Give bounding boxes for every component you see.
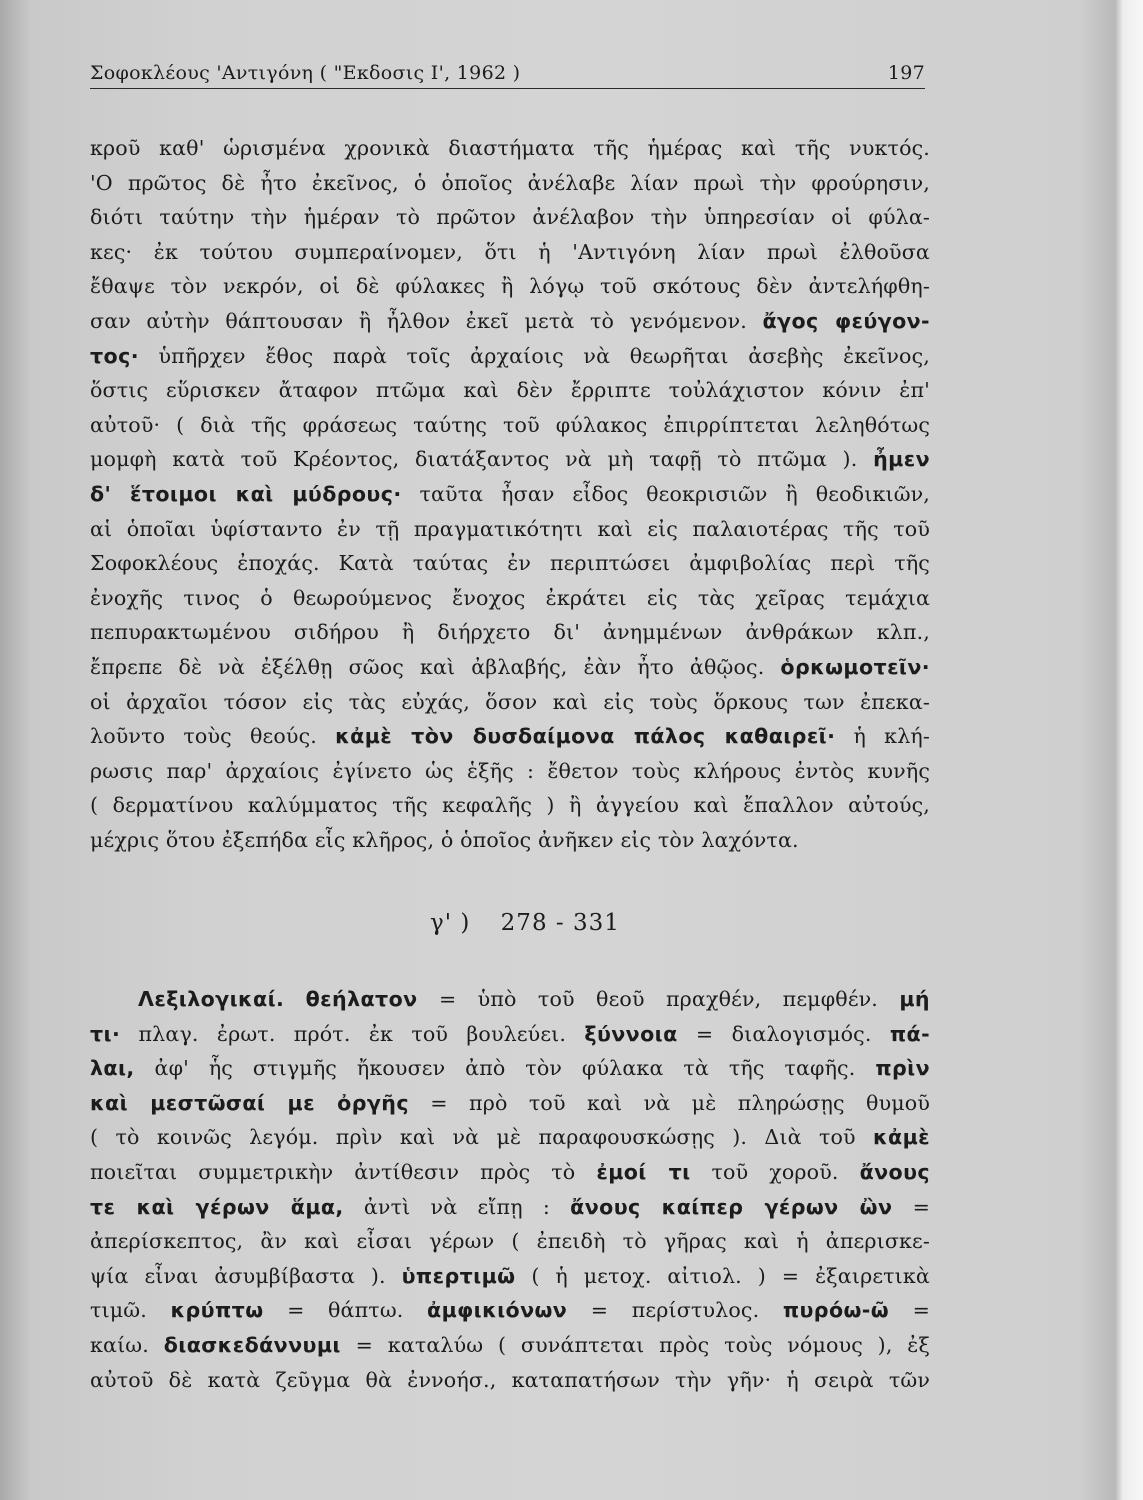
lemma: τε καὶ γέρων ἅμα,: [90, 1194, 344, 1219]
text-run: τοῦ χοροῦ.: [711, 1159, 839, 1184]
lemma: ἄνους: [859, 1159, 931, 1184]
lemma: θεήλατον: [305, 987, 418, 1011]
lemma: ξύννοια: [584, 1021, 678, 1046]
lemma: τι·: [90, 1021, 121, 1046]
text-line: [90, 1051, 930, 1086]
lemma: πά-: [889, 1021, 931, 1046]
text-run: ἔπρεπε δὲ νὰ ἐξέλθῃ σῶος καὶ ἀβλαβής, ἐὰν ἦτο ἀθῷος.: [90, 654, 765, 679]
text-run: ( ἡ μετοχ. αἰτιολ. ) = ἐξαιρετικὰ: [531, 1263, 930, 1288]
running-header: [90, 58, 925, 89]
section-heading: [430, 910, 620, 936]
running-title: Σοφοκλέους 'Αντιγόνη ( "Εκδοσις Ι', 1962 ): [90, 62, 521, 84]
section-label: γ' ): [430, 910, 471, 936]
commentary-block: [90, 131, 930, 857]
text-line: ρωσις παρ' ἀρχαίοις ἐγίνετο ὡς ἑξῆς : ἔθετον τοὺς κλήρους ἐντὸς κυνῆς: [90, 758, 930, 783]
text-line: Σοφοκλέους ἐποχάς. Κατὰ ταύτας ἐν περιπτώσει ἀμφιβολίας περὶ τῆς: [90, 551, 930, 576]
lemma: δ' ἕτοιμοι καὶ μύδρους·: [90, 481, 402, 506]
text-run: = θάπτω.: [287, 1298, 404, 1323]
text-line: [90, 650, 930, 685]
lemma: πρὶν: [875, 1056, 931, 1081]
text-line: [90, 1190, 930, 1225]
lemma: ἄγος φεύγον-: [762, 308, 930, 333]
text-run: ἡ κλή-: [853, 724, 931, 749]
text-line: ὅστις εὕρισκεν ἄταφον πτῶμα καὶ δὲν ἔρριπτε τοὐλάχιστον κόνιν ἐπ': [90, 378, 930, 403]
lemma: καὶ μεστῶσαί με ὀργῆς: [90, 1090, 409, 1115]
text-line: 'Ο πρῶτος δὲ ἦτο ἐκεῖνος, ὁ ὁποῖος ἀνέλαβε λίαν πρωὶ τὴν φρούρησιν,: [90, 170, 930, 195]
text-line: [90, 982, 930, 1017]
text-line: κροῦ καθ' ὡρισμένα χρονικὰ διαστήματα τῆς ἡμέρας καὶ τῆς νυκτός.: [90, 136, 930, 160]
text-line: [90, 1328, 930, 1363]
lemma: διασκεδάννυμι: [163, 1332, 341, 1357]
text-run: ψία εἶναι ἀσυμβίβαστα ).: [90, 1263, 386, 1288]
page-number: 197: [887, 62, 925, 84]
text-line: [90, 1155, 930, 1190]
text-line: [90, 1293, 930, 1328]
text-line: αἱ ὁποῖαι ὑφίσταντο ἐν τῇ πραγματικότητι καὶ εἰς παλαιοτέρας τῆς τοῦ: [90, 516, 930, 541]
text-line: μέχρις ὅτου ἐξεπήδα εἷς κλῆρος, ὁ ὁποῖος ἀνῆκεν εἰς τὸν λαχόντα.: [90, 827, 799, 852]
text-line: [90, 719, 930, 754]
section-range: 278 - 331: [500, 910, 620, 936]
text-run: ἀντὶ νὰ εἴπῃ :: [363, 1194, 550, 1219]
lemma: κρύπτω: [170, 1298, 264, 1323]
text-run: ἀφ' ἧς στιγμῆς ἤκουσεν ἀπὸ τὸν φύλακα τὰ τῆς ταφῆς.: [154, 1056, 856, 1081]
text-run: ( τὸ κοινῶς λεγόμ. πρὶν καὶ νὰ μὲ παραφουσκώσῃς ). Διὰ τοῦ: [90, 1125, 856, 1150]
text-line: [90, 1086, 930, 1121]
lemma: τος·: [90, 343, 139, 368]
lemma: ἄνους καίπερ γέρων ὢν: [570, 1194, 893, 1219]
lemma: ἦμεν: [873, 447, 931, 472]
text-run: = διαλογισμός.: [695, 1021, 872, 1046]
text-run: ταῦτα ἦσαν εἶδος θεοκρισιῶν ἢ θεοδικιῶν,: [419, 481, 930, 506]
text-run: = πρὸ τοῦ καὶ νὰ μὲ πληρώσῃς θυμοῦ: [430, 1090, 930, 1115]
text-line: ἀπερίσκεπτος, ἂν καὶ εἶσαι γέρων ( ἐπειδὴ τὸ γῆρας καὶ ἡ ἀπερισκε-: [90, 1229, 930, 1254]
lemma: πυρόω-ῶ: [782, 1298, 890, 1323]
text-line: ( δερματίνου καλύμματος τῆς κεφαλῆς ) ἢ ἀγγείου καὶ ἔπαλλον αὐτούς,: [90, 793, 930, 818]
lemma: ἀμφικιόνων: [427, 1298, 568, 1323]
text-run: = περίστυλος.: [590, 1298, 760, 1323]
text-line: διότι ταύτην τὴν ἡμέραν τὸ πρῶτον ἀνέλαβον τὴν ὑπηρεσίαν οἱ φύλα-: [90, 205, 930, 230]
lemma: κἀμὲ: [873, 1125, 931, 1150]
text-run: καίω.: [90, 1332, 149, 1357]
text-line: [90, 1259, 930, 1294]
lemma: ὑπερτιμῶ: [401, 1263, 516, 1288]
text-line: [90, 1120, 930, 1155]
text-line: πεπυρακτωμένου σιδήρου ἢ διήρχετο δι' ἀνημμένων ἀνθράκων κλπ.,: [90, 620, 930, 645]
text-run: = καταλύω ( συνάπτεται πρὸς τοὺς νόμους ), ἐξ: [355, 1332, 930, 1357]
text-line: ἔθαψε τὸν νεκρόν, οἱ δὲ φύλακες ἢ λόγῳ τοῦ σκότους δὲν ἀντελήφθη-: [90, 274, 930, 299]
text-line: [90, 477, 930, 512]
lemma: ἐμοί τι: [596, 1159, 691, 1184]
text-line: ἐνοχῆς τινος ὁ θεωρούμενος ἔνοχος ἐκράτει εἰς τὰς χεῖρας τεμάχια: [90, 585, 930, 610]
text-run: ποιεῖται συμμετρικὴν ἀντίθεσιν πρὸς τὸ: [90, 1159, 576, 1184]
text-run: σαν αὐτὴν θάπτουσαν ἢ ἦλθον ἐκεῖ μετὰ τὸ γενόμενον.: [90, 308, 747, 333]
text-run: τιμῶ.: [90, 1298, 147, 1323]
text-line: κες· ἐκ τούτου συμπεραίνομεν, ὅτι ἡ 'Αντιγόνη λίαν πρωὶ ἐλθοῦσα: [90, 239, 930, 264]
lemma: Λεξιλογικαί.: [138, 987, 285, 1011]
text-line: [90, 442, 930, 477]
lemma: ὁρκωμοτεῖν·: [780, 654, 931, 679]
text-line: αὐτοῦ δὲ κατὰ ζεῦγμα θὰ ἐννοήσ., καταπατήσων τὴν γῆν· ἡ σειρὰ τῶν: [90, 1367, 930, 1392]
lexical-block: [90, 982, 930, 1397]
lemma: λαι,: [90, 1056, 135, 1081]
text-line: [90, 339, 930, 374]
text-run: μομφὴ κατὰ τοῦ Κρέοντος, διατάξαντος νὰ μὴ ταφῇ τὸ πτῶμα ).: [90, 447, 858, 472]
text-run: = ὑπὸ τοῦ θεοῦ πραχθέν, πεμφθέν.: [438, 987, 879, 1011]
text-run: πλαγ. ἐρωτ. πρότ. ἐκ τοῦ βουλεύει.: [138, 1021, 567, 1046]
text-line: [90, 304, 930, 339]
lemma: μή: [899, 987, 930, 1011]
text-run: ὑπῆρχεν ἔθος παρὰ τοῖς ἀρχαίοις νὰ θεωρῆται ἀσεβὴς ἐκεῖνος,: [158, 343, 930, 368]
text-run: =: [912, 1194, 931, 1219]
lemma: κἀμὲ τὸν δυσδαίμονα πάλος καθαιρεῖ·: [335, 724, 836, 749]
text-run: λοῦντο τοὺς θεούς.: [90, 724, 317, 749]
text-run: =: [912, 1298, 930, 1323]
text-line: [90, 1017, 930, 1052]
text-line: οἱ ἀρχαῖοι τόσον εἰς τὰς εὐχάς, ὅσον καὶ εἰς τοὺς ὅρκους των ἐπεκα-: [90, 689, 930, 714]
text-line: αὐτοῦ· ( διὰ τῆς φράσεως ταύτης τοῦ φύλακος ἐπιρρίπτεται λεληθότως: [90, 412, 930, 437]
